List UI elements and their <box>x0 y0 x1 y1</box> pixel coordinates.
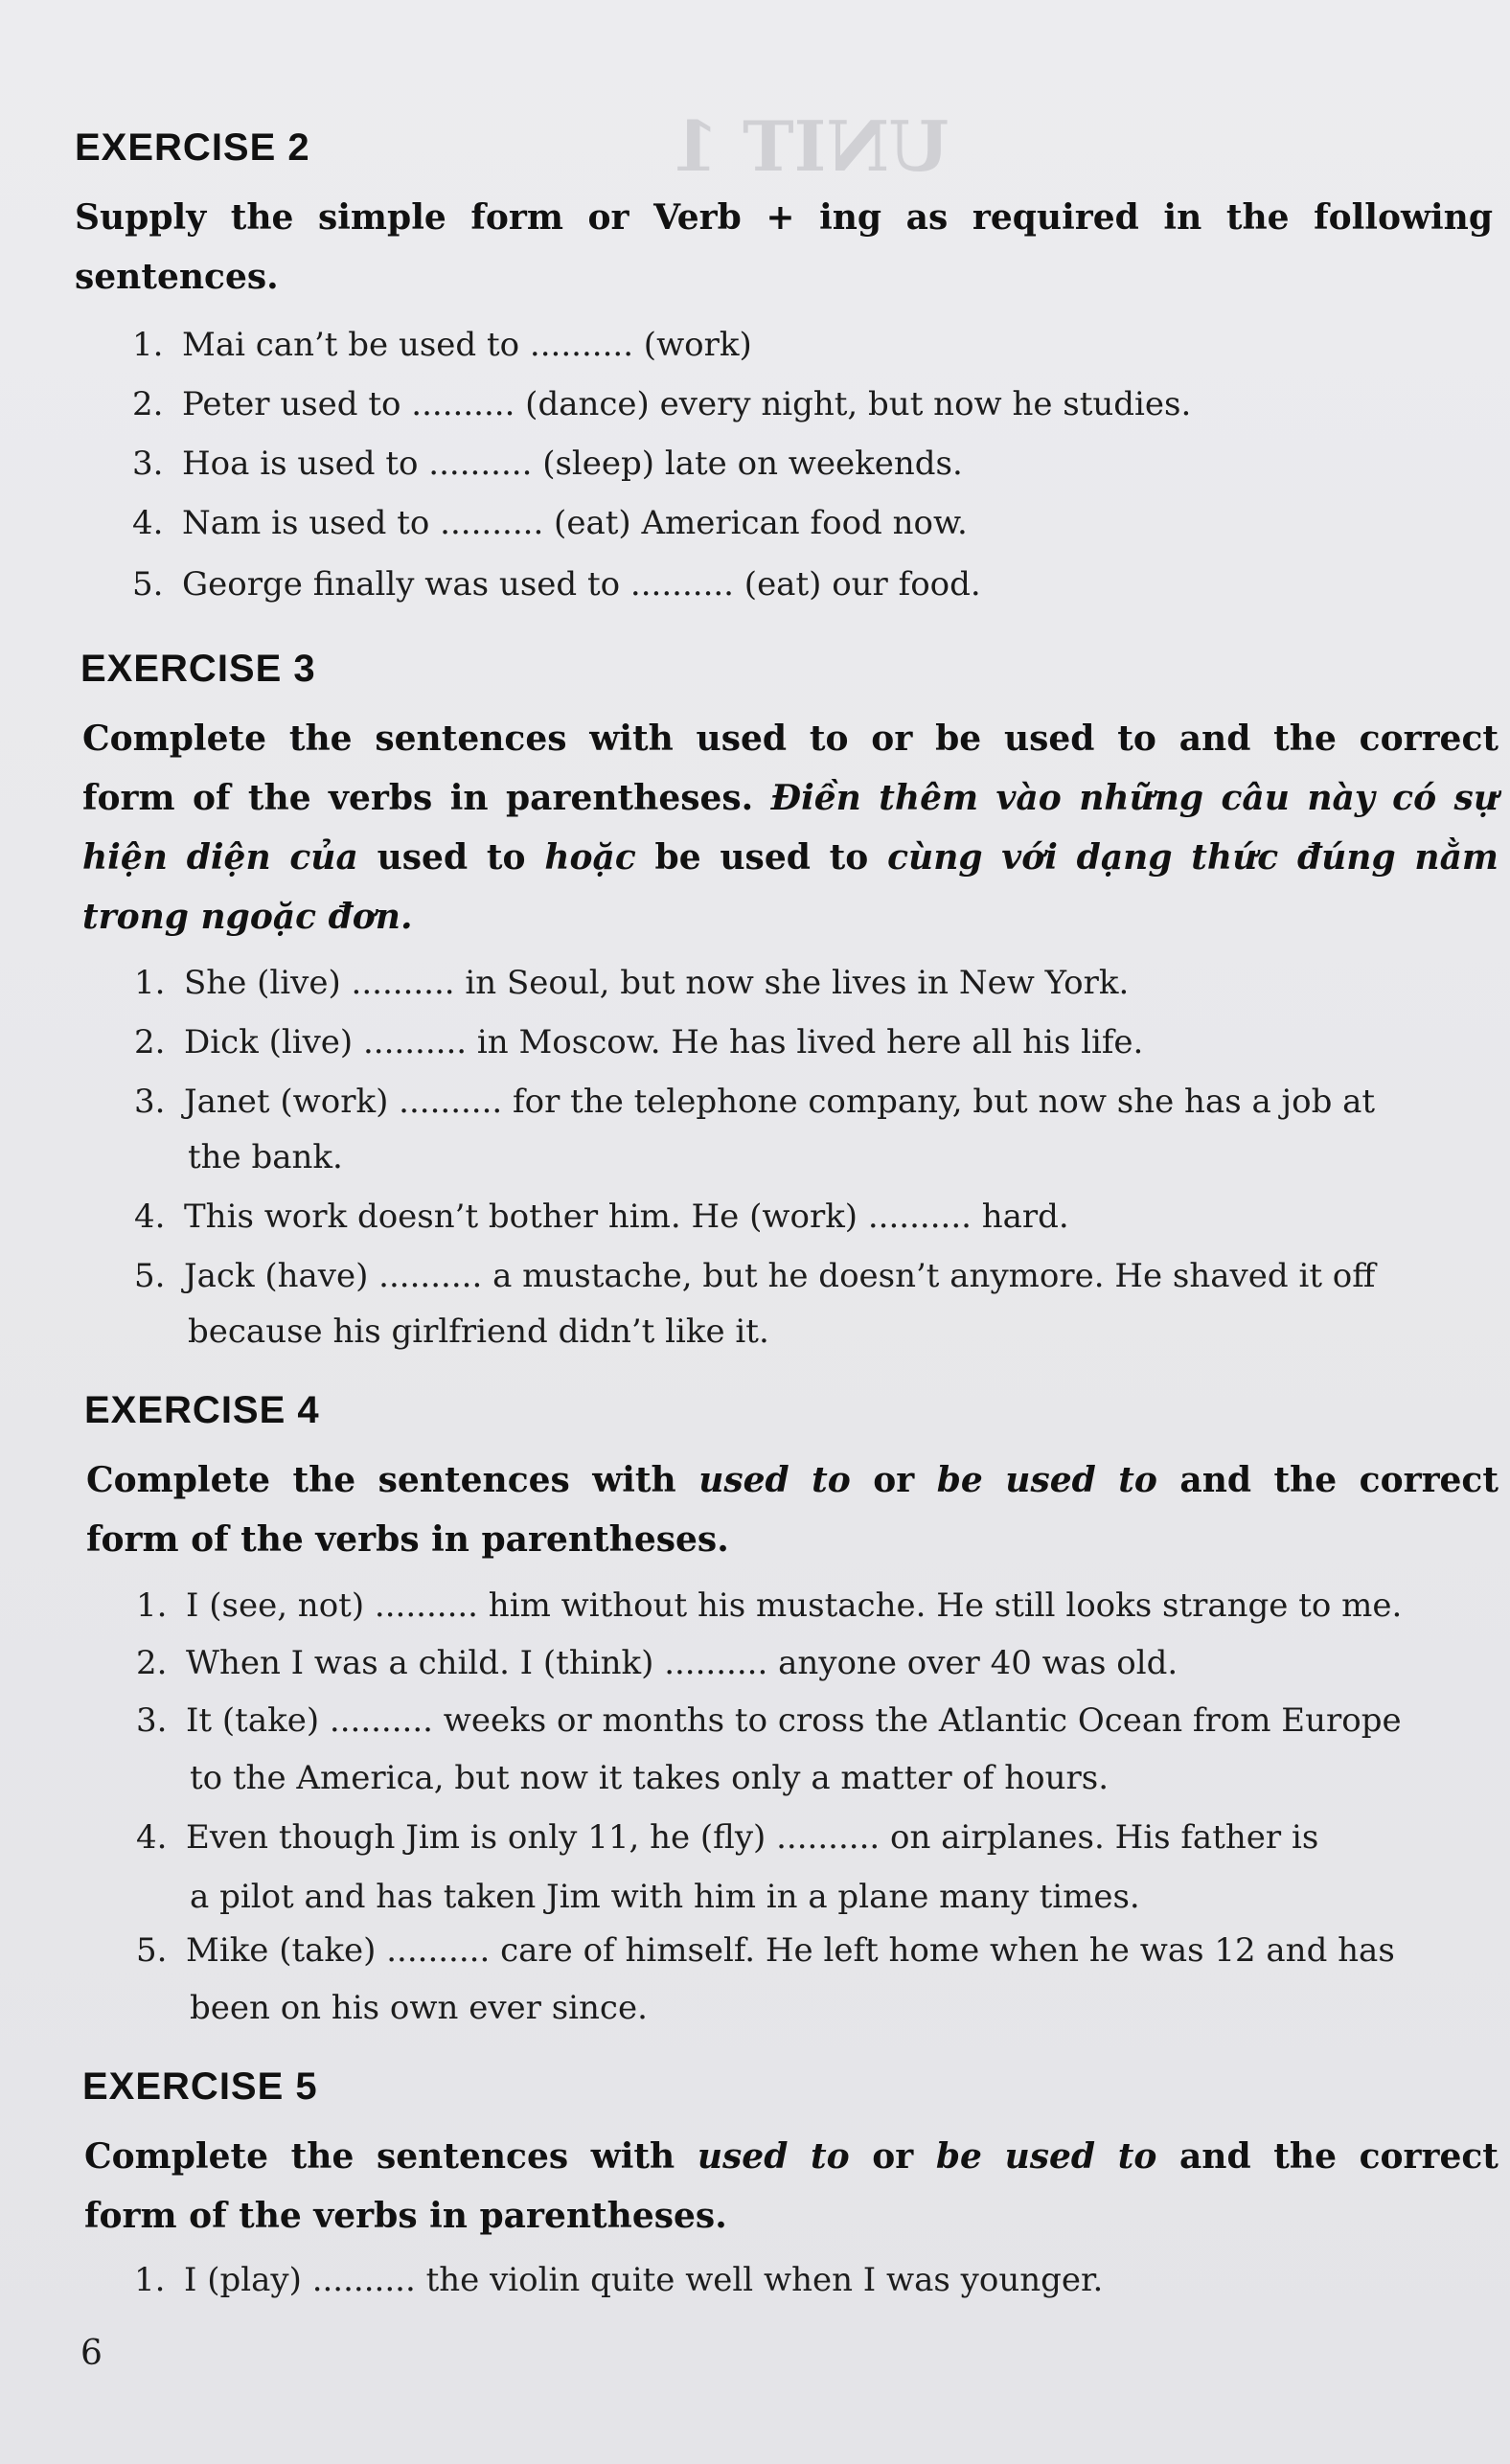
exercise-2-title: EXERCISE 2 <box>75 126 310 169</box>
exercise-5-item-1: 1. I (play) .......... the violin quite well when I was younger. <box>134 2261 1104 2299</box>
exercise-2-item-4: 4. Nam is used to .......... (eat) American food now. <box>132 504 968 542</box>
exercise-4-instruction-line-2: form of the verbs in parentheses. <box>86 1519 729 1560</box>
exercise-4-item-1: 1. I (see, not) .......... him without his mustache. He still looks strange to me. <box>136 1586 1403 1625</box>
exercise-4-item-5: 5. Mike (take) .......... care of himself. He left home when he was 12 and has <box>136 1931 1395 1970</box>
exercise-5-instructions <box>84 2127 1499 2246</box>
exercise-4-instructions <box>86 1450 1499 1569</box>
exercise-4-item-2: 2. When I was a child. I (think) .......... anyone over 40 was old. <box>136 1644 1178 1682</box>
exercise-2-instruction-line-1: Supply the simple form or Verb + ing as required in the following <box>75 197 1493 238</box>
exercise-4-title: EXERCISE 4 <box>84 1389 320 1431</box>
exercise-5-instruction-line-2: form of the verbs in parentheses. <box>84 2196 727 2236</box>
exercise-2-item-5: 5. George finally was used to .......... (eat) our food. <box>132 565 981 604</box>
exercise-3-instruction-line-1: Complete the sentences with used to or be used to and the correct <box>82 719 1499 759</box>
exercise-3-item-5-continuation: because his girlfriend didn’t like it. <box>188 1312 769 1351</box>
bleed-through-title: UNIT 1 <box>671 105 950 187</box>
exercise-3-item-2: 2. Dick (live) .......... in Moscow. He has lived here all his life. <box>134 1023 1144 1061</box>
exercise-3-instruction-line-2: form of the verbs in parentheses. Điền thêm vào những câu này có sự <box>82 778 1499 818</box>
exercise-4-item-3-continuation: to the America, but now it takes only a matter of hours. <box>190 1759 1110 1797</box>
exercise-2-item-3: 3. Hoa is used to .......... (sleep) late on weekends. <box>132 445 963 483</box>
exercise-3-instruction-line-3: hiện diện của used to hoặc be used to cùng với dạng thức đúng nằm <box>82 837 1499 878</box>
exercise-5-instruction-line-1: Complete the sentences with used to or be used to and the correct <box>84 2136 1499 2177</box>
exercise-3-instruction-line-4: trong ngoặc đơn. <box>82 897 413 937</box>
exercise-3-item-3-continuation: the bank. <box>188 1138 343 1176</box>
exercise-2-instruction-line-2: sentences. <box>75 257 279 297</box>
page-number: 6 <box>80 2334 103 2373</box>
exercise-4-item-5-continuation: been on his own ever since. <box>190 1989 648 2027</box>
exercise-3-item-5: 5. Jack (have) .......... a mustache, but he doesn’t anymore. He shaved it off <box>134 1257 1376 1295</box>
exercise-3-item-3: 3. Janet (work) .......... for the telephone company, but now she has a job at <box>134 1083 1376 1121</box>
exercise-4-item-3: 3. It (take) .......... weeks or months to cross the Atlantic Ocean from Europe <box>136 1701 1402 1740</box>
exercise-5-title: EXERCISE 5 <box>82 2065 318 2108</box>
exercise-2-item-1: 1. Mai can’t be used to .......... (work) <box>132 326 752 364</box>
exercise-4-item-4-continuation: a pilot and has taken Jim with him in a plane many times. <box>190 1878 1140 1916</box>
exercise-4-instruction-line-1: Complete the sentences with used to or be used to and the correct <box>86 1460 1499 1500</box>
exercise-4-item-4: 4. Even though Jim is only 11, he (fly) .......... on airplanes. His father is <box>136 1818 1319 1857</box>
exercise-3-item-4: 4. This work doesn’t bother him. He (work) .......... hard. <box>134 1198 1069 1236</box>
exercise-3-title: EXERCISE 3 <box>80 648 316 690</box>
exercise-2-item-2: 2. Peter used to .......... (dance) every night, but now he studies. <box>132 385 1192 423</box>
exercise-3-item-1: 1. She (live) .......... in Seoul, but now she lives in New York. <box>134 964 1130 1002</box>
exercise-2-instructions <box>75 188 1493 307</box>
exercise-3-instructions <box>82 709 1499 947</box>
